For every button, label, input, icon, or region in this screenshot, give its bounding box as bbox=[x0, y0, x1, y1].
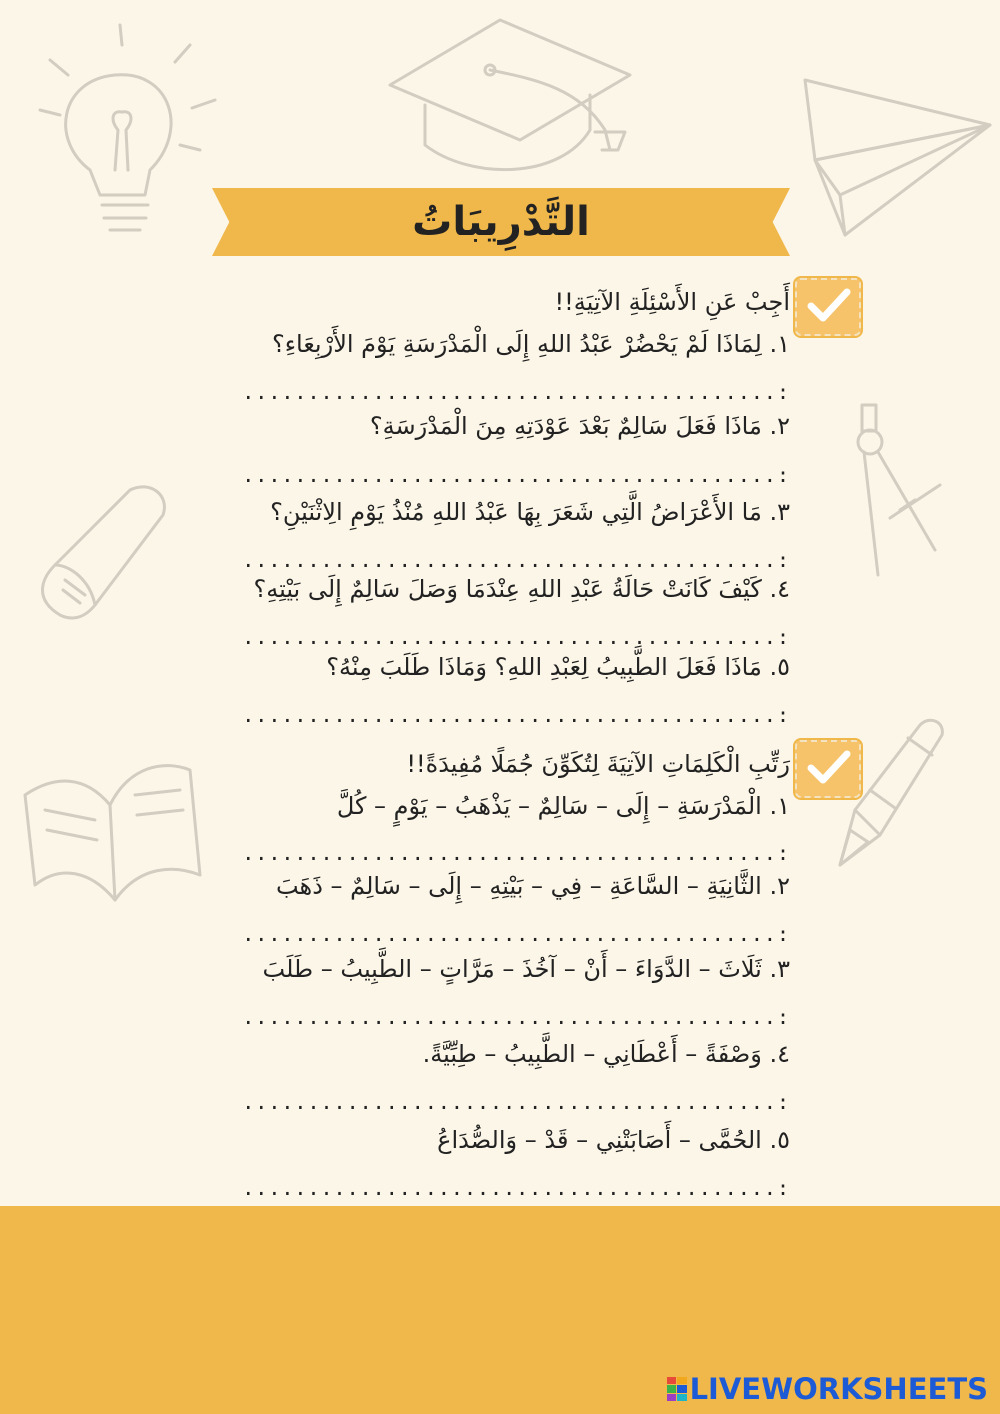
reorder-item-3: ٣. ثَلَاثَ – الدَّوَاءَ – أَنْ – آخُذَ – مَرَّاتٍ – الطَّبِيبُ – طَلَبَ bbox=[262, 955, 790, 983]
answer-line-4[interactable]: :......................................... bbox=[242, 625, 790, 649]
reorder-item-4: ٤. وَصْفَةً – أَعْطَانِي – الطَّبِيبُ – طِبِّيَّةً. bbox=[422, 1040, 790, 1068]
eraser-icon bbox=[35, 485, 175, 625]
compass-icon bbox=[850, 400, 960, 590]
section1-instruction: أَجِبْ عَنِ الأَسْئِلَةِ الآتِيَةِ!! bbox=[554, 288, 790, 316]
reorder-answer-line-5[interactable]: :......................................... bbox=[242, 1176, 790, 1200]
reorder-item-5: ٥. الحُمَّى – أَصَابَتْنِي – قَدْ – وَالصُّدَاعُ bbox=[437, 1126, 790, 1154]
question-4: ٤. كَيْفَ كَانَتْ حَالَةُ عَبْدِ اللهِ عِنْدَمَا وَصَلَ سَالِمٌ إِلَى بَيْتِهِ؟ bbox=[253, 575, 790, 603]
answer-line-2[interactable]: :......................................... bbox=[242, 463, 790, 487]
section2-instruction: رَتِّبِ الْكَلِمَاتِ الآتِيَةَ لِتُكَوِّنَ جُمَلًا مُفِيدَةً!! bbox=[406, 750, 790, 778]
lightbulb-icon bbox=[30, 20, 230, 250]
reorder-item-2: ٢. الثَّانِيَةِ – السَّاعَةِ – فِي – بَيْتِهِ – إِلَى – سَالِمٌ – ذَهَبَ bbox=[275, 872, 790, 900]
question-3: ٣. مَا الأَعْرَاضُ الَّتِي شَعَرَ بِهَا عَبْدُ اللهِ مُنْذُ يَوْمِ الِاثْنَيْنِ؟ bbox=[270, 498, 790, 526]
reorder-answer-line-2[interactable]: :......................................... bbox=[242, 922, 790, 946]
question-1: ١. لِمَاذَا لَمْ يَحْضُرْ عَبْدُ اللهِ إِلَى الْمَدْرَسَةِ يَوْمَ الأَرْبِعَاءِ؟ bbox=[272, 330, 790, 358]
reorder-answer-line-3[interactable]: :......................................... bbox=[242, 1005, 790, 1029]
page-title: التَّدْرِيبَاتُ bbox=[412, 199, 590, 245]
reorder-answer-line-1[interactable]: :......................................... bbox=[242, 841, 790, 865]
reorder-item-1: ١. الْمَدْرَسَةِ – إِلَى – سَالِمٌ – يَذْهَبُ – يَوْمٍ – كُلَّ bbox=[336, 792, 790, 820]
question-5: ٥. مَاذَا فَعَلَ الطَّبِيبُ لِعَبْدِ اللهِ؟ وَمَاذَا طَلَبَ مِنْهُ؟ bbox=[326, 653, 790, 681]
liveworksheets-text: LIVEWORKSHEETS bbox=[689, 1372, 988, 1406]
checkmark-icon bbox=[805, 748, 851, 788]
book-icon bbox=[15, 735, 205, 905]
reorder-answer-line-4[interactable]: :......................................... bbox=[242, 1090, 790, 1114]
liveworksheets-brand[interactable] bbox=[667, 1372, 988, 1406]
question-2: ٢. مَاذَا فَعَلَ سَالِمٌ بَعْدَ عَوْدَتِهِ مِنَ الْمَدْرَسَةِ؟ bbox=[369, 412, 790, 440]
liveworksheets-logo-icon bbox=[667, 1377, 687, 1401]
paper-plane-icon bbox=[795, 75, 995, 245]
answer-line-5[interactable]: :......................................... bbox=[242, 703, 790, 727]
section1-checkbox[interactable] bbox=[795, 278, 861, 336]
answer-line-1[interactable]: :......................................... bbox=[242, 380, 790, 404]
checkmark-icon bbox=[805, 286, 851, 326]
graduation-cap-icon bbox=[380, 20, 640, 180]
section2-checkbox[interactable] bbox=[795, 740, 861, 798]
answer-line-3[interactable]: :......................................... bbox=[242, 548, 790, 572]
